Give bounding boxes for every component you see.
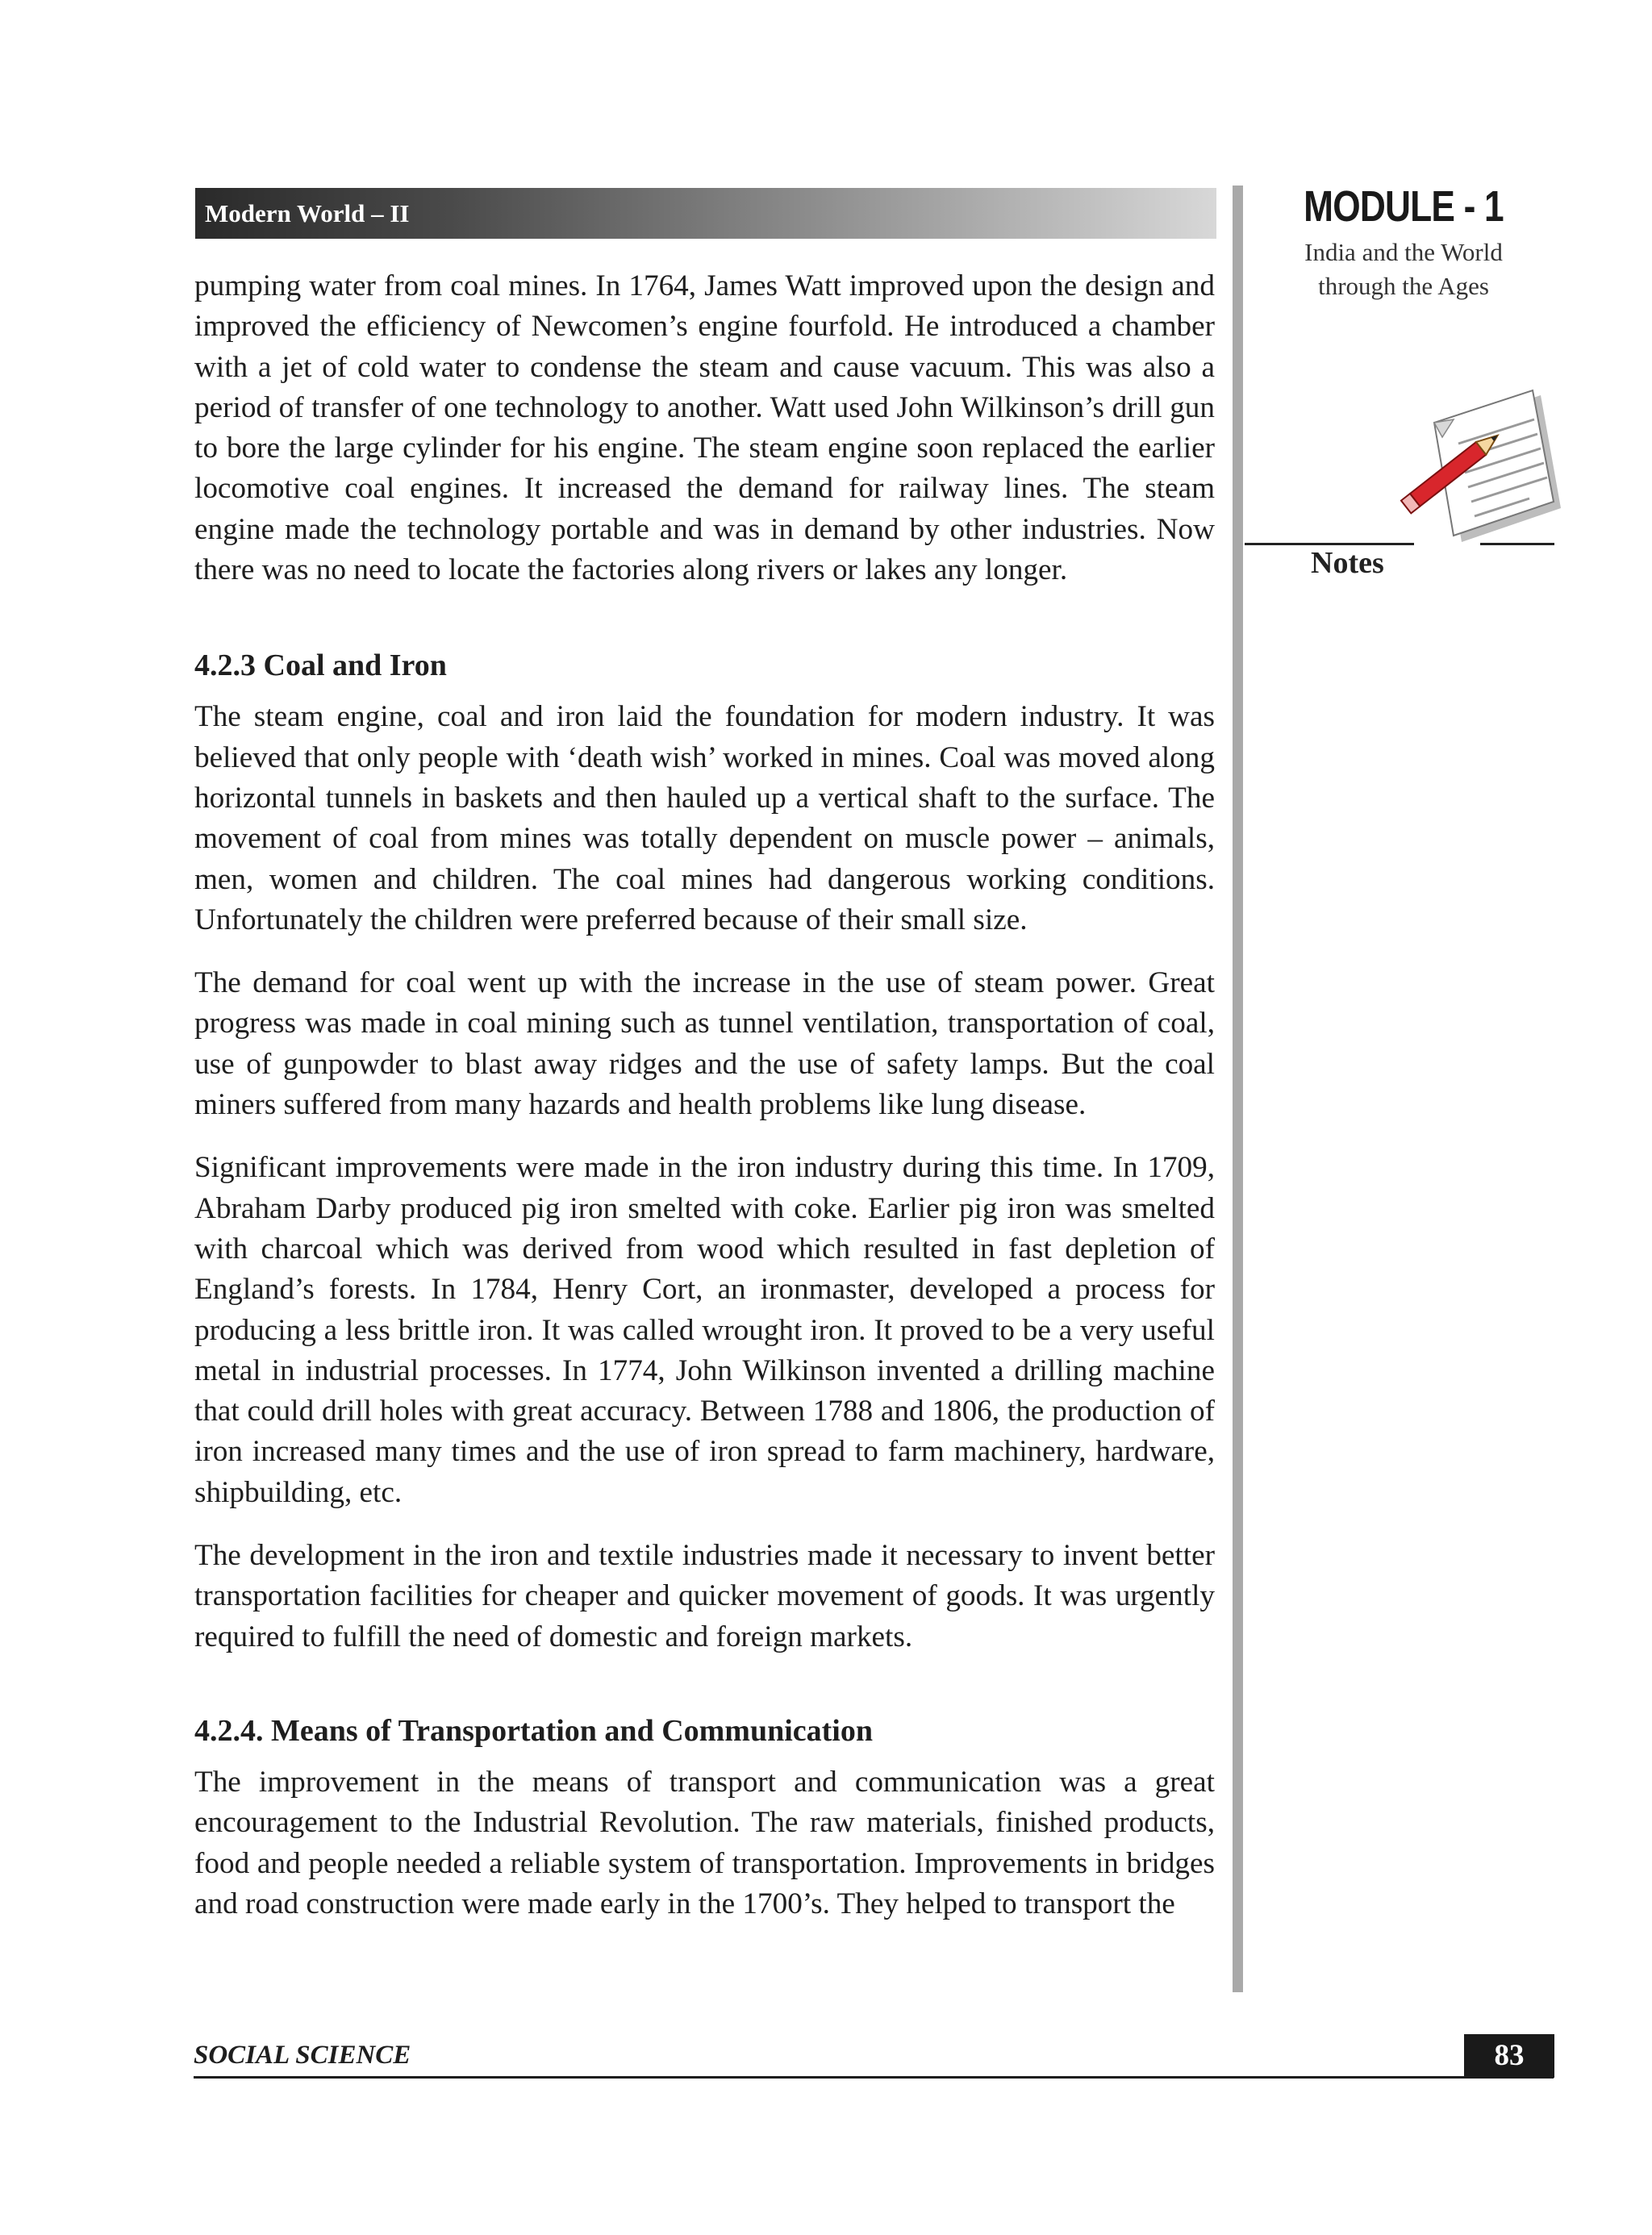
intro-paragraph: pumping water from coal mines. In 1764, James Watt improved upon the design and improved the efficiency of Newcomen’s engine fourfold. He introduced a chamber with a jet of cold water to condense the steam and cause vacuum. This was also a period of transfer of one technology to another. Watt used John Wilkinson’s drill gun to bore the large cylinder for his engine. The steam engine soon replaced the earlier locomotive coal engines. It increased the demand for railway lines. The steam engine made the technology portable and was in demand by other industries. Now there was no need to locate the factories along rivers or lakes any longer.	[194, 269, 1215, 587]
iron-paragraph: Significant improvements were made in the iron industry during this time. In 1709, Abraham Darby produced pig iron smelted with coke. Earlier pig iron was smelted with charcoal which was derived from wood which resulted in fast depletion of England’s forests. In 1784, Henry Cort, an ironmaster, developed a process for producing a less brittle iron. It was called wrought iron. It proved to be a very useful metal in industrial processes. In 1774, John Wilkinson invented a drilling machine that could drill holes with great accuracy. Between 1788 and 1806, the production of iron increased many times and the use of iron spread to farm machinery, hardware, shipbuilding, etc.	[194, 1151, 1215, 1509]
main-content	[194, 266, 1215, 1924]
transport-need-paragraph: The development in the iron and textile industries made it necessary to invent better transportation facilities for cheaper and quicker movement of goods. It was urgently required to fulfill the need of domestic and foreign markets.	[194, 1539, 1215, 1653]
module-subtitle-line2: through the Ages	[1318, 272, 1489, 300]
coal-paragraph-2: The demand for coal went up with the increase in the use of steam power. Great progress was made in coal mining such as tunnel ventilation, transportation of coal, use of gunpowder to blast away ridges and the use of safety lamps. But the coal miners suffered from many hazards and health problems like lung disease.	[194, 966, 1215, 1122]
module-subtitle	[1266, 236, 1541, 303]
section-heading-coal-iron: 4.2.3 Coal and Iron	[194, 648, 447, 683]
notes-pencil-icon	[1395, 387, 1561, 573]
module-title: MODULE - 1	[1304, 182, 1504, 231]
margin-divider	[1233, 186, 1243, 1992]
header-band	[195, 188, 1216, 239]
page-number: 83	[1464, 2034, 1554, 2078]
module-subtitle-line1: India and the World	[1304, 238, 1503, 266]
transport-paragraph: The improvement in the means of transport and communication was a great encouragement to the Industrial Revolution. The raw materials, finished products, food and people needed a reliable system of transportation. Improvements in bridges and road construction were made early in the 1700’s. They helped to transport the	[194, 1765, 1215, 1920]
footer-subject: SOCIAL SCIENCE	[194, 2041, 411, 2070]
section-heading-transportation: 4.2.4. Means of Transportation and Communication	[194, 1713, 873, 1748]
notes-label: Notes	[1311, 546, 1384, 580]
coal-paragraph-1: The steam engine, coal and iron laid the foundation for modern industry. It was believed that only people with ‘death wish’ worked in mines. Coal was moved along horizontal tunnels in baskets and then hauled up a vertical shaft to the surface. The movement of coal from mines was totally dependent on muscle power – animals, men, women and children. The coal mines had dangerous working conditions. Unfortunately the children were preferred because of their small size.	[194, 700, 1215, 936]
footer-rule	[194, 2076, 1554, 2079]
header-band-title: Modern World – II	[205, 199, 410, 227]
